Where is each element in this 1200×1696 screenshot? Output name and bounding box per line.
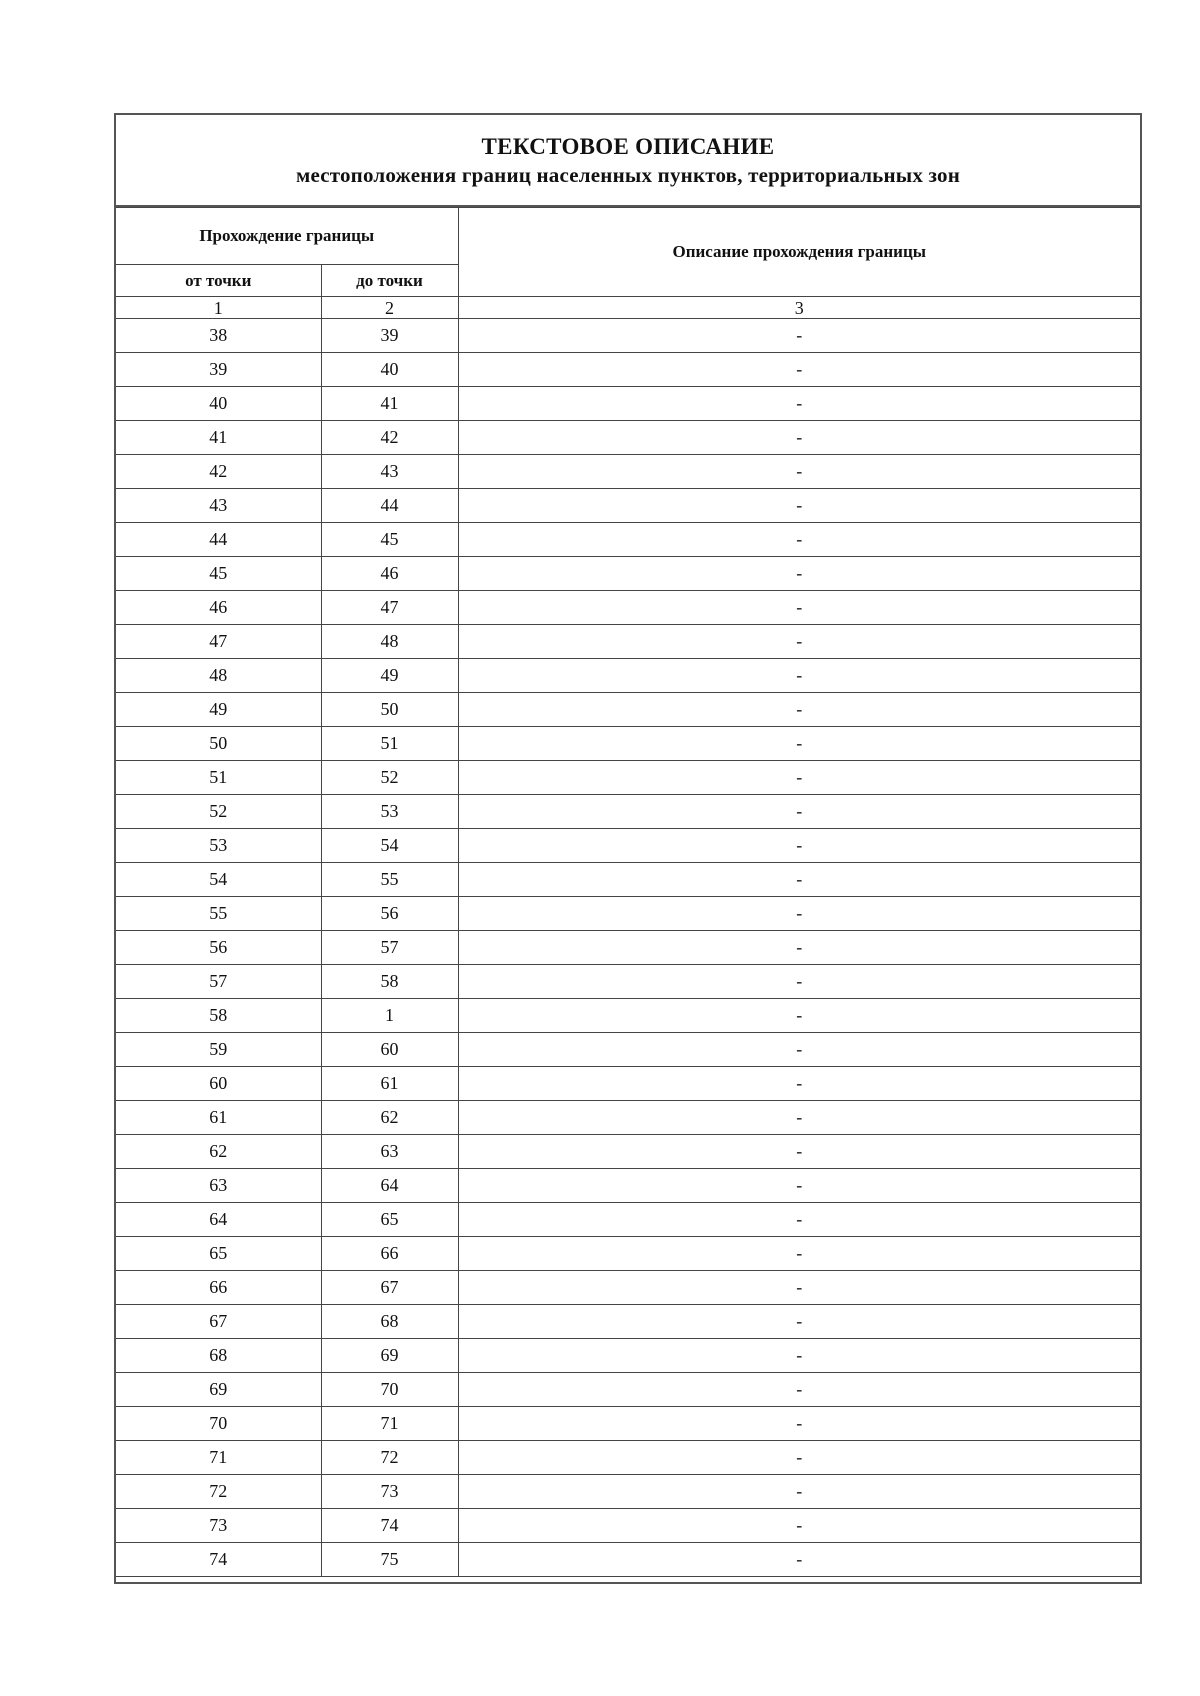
table-row	[116, 1339, 1140, 1373]
description-cell: -	[458, 1169, 1140, 1203]
from-point-cell: 41	[116, 421, 321, 455]
table-row	[116, 489, 1140, 523]
from-point-cell: 62	[116, 1135, 321, 1169]
description-cell: -	[458, 1101, 1140, 1135]
from-point-cell: 68	[116, 1339, 321, 1373]
to-point-cell: 52	[321, 761, 458, 795]
document-subtitle: местоположения границ населенных пунктов, территориальных зон	[295, 163, 961, 187]
description-cell: -	[458, 421, 1140, 455]
description-cell: -	[458, 761, 1140, 795]
table-row	[116, 761, 1140, 795]
table-row	[116, 727, 1140, 761]
column-number-2: 2	[321, 297, 458, 319]
from-point-cell: 39	[116, 353, 321, 387]
from-point-cell: 56	[116, 931, 321, 965]
to-point-cell: 64	[321, 1169, 458, 1203]
from-point-cell: 69	[116, 1373, 321, 1407]
to-point-cell: 61	[321, 1067, 458, 1101]
to-point-cell: 46	[321, 557, 458, 591]
table-row	[116, 1441, 1140, 1475]
description-cell: -	[458, 319, 1140, 353]
to-point-cell: 49	[321, 659, 458, 693]
from-point-cell: 74	[116, 1543, 321, 1577]
table-row	[116, 1067, 1140, 1101]
to-point-cell: 39	[321, 319, 458, 353]
from-point-cell: 66	[116, 1271, 321, 1305]
table-row	[116, 1271, 1140, 1305]
description-header: Описание прохождения границы	[458, 208, 1140, 297]
to-point-cell: 44	[321, 489, 458, 523]
table-row	[116, 693, 1140, 727]
table-row	[116, 931, 1140, 965]
description-cell: -	[458, 931, 1140, 965]
table-row	[116, 557, 1140, 591]
from-point-cell: 52	[116, 795, 321, 829]
description-cell: -	[458, 557, 1140, 591]
table-row	[116, 421, 1140, 455]
to-point-cell: 66	[321, 1237, 458, 1271]
description-cell: -	[458, 1509, 1140, 1543]
from-point-cell: 57	[116, 965, 321, 999]
from-point-cell: 42	[116, 455, 321, 489]
to-point-cell: 53	[321, 795, 458, 829]
table-row	[116, 1237, 1140, 1271]
table-row	[116, 1475, 1140, 1509]
description-cell: -	[458, 829, 1140, 863]
from-point-cell: 44	[116, 523, 321, 557]
description-cell: -	[458, 659, 1140, 693]
table-row	[116, 659, 1140, 693]
document-frame	[114, 113, 1142, 1584]
from-point-cell: 38	[116, 319, 321, 353]
table-row	[116, 625, 1140, 659]
table-row	[116, 829, 1140, 863]
description-cell: -	[458, 1271, 1140, 1305]
description-cell: -	[458, 727, 1140, 761]
to-point-cell: 41	[321, 387, 458, 421]
to-point-cell: 70	[321, 1373, 458, 1407]
description-cell: -	[458, 387, 1140, 421]
table-row	[116, 1407, 1140, 1441]
table-row	[116, 1509, 1140, 1543]
boundary-table	[116, 207, 1140, 1576]
description-cell: -	[458, 1407, 1140, 1441]
from-point-cell: 64	[116, 1203, 321, 1237]
table-row	[116, 1135, 1140, 1169]
to-point-cell: 40	[321, 353, 458, 387]
description-cell: -	[458, 1305, 1140, 1339]
from-point-cell: 59	[116, 1033, 321, 1067]
from-point-cell: 60	[116, 1067, 321, 1101]
to-point-cell: 57	[321, 931, 458, 965]
column-number-3: 3	[458, 297, 1140, 319]
from-header: от точки	[116, 265, 321, 297]
to-point-cell: 43	[321, 455, 458, 489]
from-point-cell: 47	[116, 625, 321, 659]
description-cell: -	[458, 591, 1140, 625]
description-cell: -	[458, 625, 1140, 659]
from-point-cell: 58	[116, 999, 321, 1033]
to-point-cell: 51	[321, 727, 458, 761]
table-row	[116, 1101, 1140, 1135]
description-cell: -	[458, 795, 1140, 829]
column-number-row	[116, 297, 1140, 319]
description-cell: -	[458, 1441, 1140, 1475]
description-cell: -	[458, 1135, 1140, 1169]
to-point-cell: 68	[321, 1305, 458, 1339]
to-point-cell: 72	[321, 1441, 458, 1475]
to-point-cell: 74	[321, 1509, 458, 1543]
to-point-cell: 50	[321, 693, 458, 727]
to-point-cell: 73	[321, 1475, 458, 1509]
table-row	[116, 999, 1140, 1033]
from-point-cell: 50	[116, 727, 321, 761]
to-point-cell: 42	[321, 421, 458, 455]
table-row	[116, 1169, 1140, 1203]
from-point-cell: 43	[116, 489, 321, 523]
title-block	[116, 115, 1140, 207]
description-cell: -	[458, 523, 1140, 557]
from-point-cell: 67	[116, 1305, 321, 1339]
table-row	[116, 863, 1140, 897]
table-row	[116, 795, 1140, 829]
table-row	[116, 455, 1140, 489]
description-cell: -	[458, 693, 1140, 727]
to-point-cell: 58	[321, 965, 458, 999]
table-row	[116, 353, 1140, 387]
group-header: Прохождение границы	[116, 208, 458, 265]
table-row	[116, 897, 1140, 931]
table-row	[116, 591, 1140, 625]
table-row	[116, 523, 1140, 557]
description-cell: -	[458, 1033, 1140, 1067]
description-cell: -	[458, 455, 1140, 489]
table-row	[116, 387, 1140, 421]
from-point-cell: 49	[116, 693, 321, 727]
description-cell: -	[458, 489, 1140, 523]
to-header: до точки	[321, 265, 458, 297]
table-row	[116, 1373, 1140, 1407]
description-cell: -	[458, 353, 1140, 387]
to-point-cell: 48	[321, 625, 458, 659]
column-number-1: 1	[116, 297, 321, 319]
from-point-cell: 46	[116, 591, 321, 625]
from-point-cell: 51	[116, 761, 321, 795]
to-point-cell: 65	[321, 1203, 458, 1237]
table-row	[116, 1203, 1140, 1237]
description-cell: -	[458, 897, 1140, 931]
to-point-cell: 1	[321, 999, 458, 1033]
to-point-cell: 69	[321, 1339, 458, 1373]
to-point-cell: 54	[321, 829, 458, 863]
to-point-cell: 55	[321, 863, 458, 897]
from-point-cell: 70	[116, 1407, 321, 1441]
from-point-cell: 61	[116, 1101, 321, 1135]
from-point-cell: 53	[116, 829, 321, 863]
description-cell: -	[458, 1373, 1140, 1407]
to-point-cell: 45	[321, 523, 458, 557]
from-point-cell: 63	[116, 1169, 321, 1203]
to-point-cell: 47	[321, 591, 458, 625]
table-row	[116, 319, 1140, 353]
table-row	[116, 1033, 1140, 1067]
to-point-cell: 60	[321, 1033, 458, 1067]
from-point-cell: 54	[116, 863, 321, 897]
description-cell: -	[458, 965, 1140, 999]
description-cell: -	[458, 1067, 1140, 1101]
table-row	[116, 1305, 1140, 1339]
from-point-cell: 73	[116, 1509, 321, 1543]
description-cell: -	[458, 1475, 1140, 1509]
from-point-cell: 65	[116, 1237, 321, 1271]
from-point-cell: 45	[116, 557, 321, 591]
description-cell: -	[458, 1543, 1140, 1577]
description-cell: -	[458, 1203, 1140, 1237]
to-point-cell: 71	[321, 1407, 458, 1441]
description-cell: -	[458, 1339, 1140, 1373]
bottom-rule	[116, 1576, 1140, 1582]
from-point-cell: 71	[116, 1441, 321, 1475]
to-point-cell: 56	[321, 897, 458, 931]
to-point-cell: 62	[321, 1101, 458, 1135]
document-title: ТЕКСТОВОЕ ОПИСАНИЕ	[481, 134, 775, 159]
from-point-cell: 40	[116, 387, 321, 421]
from-point-cell: 48	[116, 659, 321, 693]
to-point-cell: 67	[321, 1271, 458, 1305]
to-point-cell: 63	[321, 1135, 458, 1169]
table-row	[116, 965, 1140, 999]
description-cell: -	[458, 1237, 1140, 1271]
description-cell: -	[458, 863, 1140, 897]
from-point-cell: 72	[116, 1475, 321, 1509]
description-cell: -	[458, 999, 1140, 1033]
table-body	[116, 319, 1140, 1577]
from-point-cell: 55	[116, 897, 321, 931]
to-point-cell: 75	[321, 1543, 458, 1577]
table-row	[116, 1543, 1140, 1577]
